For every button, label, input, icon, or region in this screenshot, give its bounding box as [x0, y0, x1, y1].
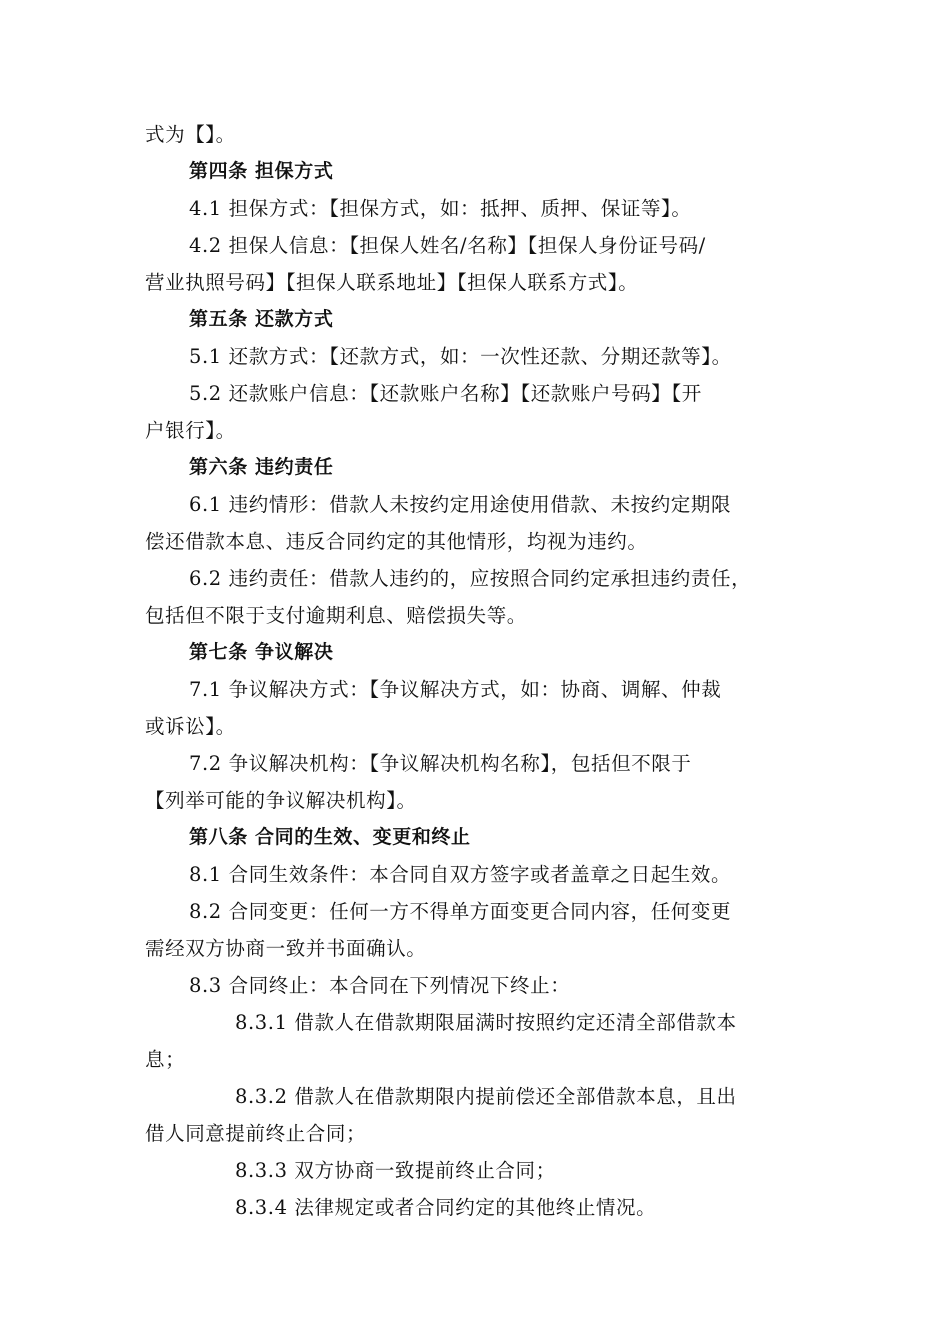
- clause-6-2-cont: 包括但不限于支付逾期利息、赔偿损失等。: [145, 604, 527, 627]
- clause-5-1: 5.1 还款方式：【还款方式，如：一次性还款、分期还款等】。: [189, 345, 732, 368]
- clause-6-1-cont: 偿还借款本息、违反合同约定的其他情形，均视为违约。: [145, 530, 648, 553]
- clause-5-2: 5.2 还款账户信息：【还款账户名称】【还款账户号码】【开: [189, 382, 702, 405]
- clause-8-3-3: 8.3.3 双方协商一致提前终止合同；: [235, 1159, 556, 1182]
- clause-8-3-1: 8.3.1 借款人在借款期限届满时按照约定还清全部借款本: [235, 1011, 737, 1034]
- section-heading-8: 第八条 合同的生效、变更和终止: [189, 826, 471, 848]
- clause-5-2-cont: 户银行】。: [145, 419, 236, 442]
- clause-8-3-4: 8.3.4 法律规定或者合同约定的其他终止情况。: [235, 1196, 657, 1219]
- clause-8-2: 8.2 合同变更：任何一方不得单方面变更合同内容，任何变更: [189, 900, 732, 923]
- clause-4-2: 4.2 担保人信息：【担保人姓名/名称】【担保人身份证号码/: [189, 234, 706, 257]
- clause-7-1: 7.1 争议解决方式：【争议解决方式，如：协商、调解、仲裁: [189, 678, 722, 701]
- clause-6-1: 6.1 违约情形：借款人未按约定用途使用借款、未按约定期限: [189, 493, 732, 516]
- clause-7-2: 7.2 争议解决机构：【争议解决机构名称】，包括但不限于: [189, 752, 692, 775]
- section-heading-6: 第六条 违约责任: [189, 456, 334, 478]
- clause-8-1: 8.1 合同生效条件：本合同自双方签字或者盖章之日起生效。: [189, 863, 732, 886]
- clause-4-1: 4.1 担保方式：【担保方式，如：抵押、质押、保证等】。: [189, 197, 692, 220]
- section-heading-4: 第四条 担保方式: [189, 160, 334, 182]
- clause-7-1-cont: 或诉讼】。: [145, 715, 236, 738]
- clause-8-3-2: 8.3.2 借款人在借款期限内提前偿还全部借款本息，且出: [235, 1085, 737, 1108]
- text-line: 式为【】。: [145, 123, 236, 146]
- clause-8-3-2-cont: 借人同意提前终止合同；: [145, 1122, 367, 1145]
- section-heading-5: 第五条 还款方式: [189, 308, 334, 330]
- clause-8-3: 8.3 合同终止：本合同在下列情况下终止：: [189, 974, 571, 997]
- clause-4-2-cont: 营业执照号码】【担保人联系地址】【担保人联系方式】。: [145, 271, 639, 294]
- clause-8-2-cont: 需经双方协商一致并书面确认。: [145, 937, 427, 960]
- section-heading-7: 第七条 争议解决: [189, 641, 334, 663]
- clause-6-2: 6.2 违约责任：借款人违约的，应按照合同约定承担违约责任，: [189, 567, 752, 590]
- clause-8-3-1-cont: 息；: [145, 1048, 186, 1071]
- document-page: [145, 116, 811, 1226]
- clause-7-2-cont: 【列举可能的争议解决机构】。: [145, 789, 417, 812]
